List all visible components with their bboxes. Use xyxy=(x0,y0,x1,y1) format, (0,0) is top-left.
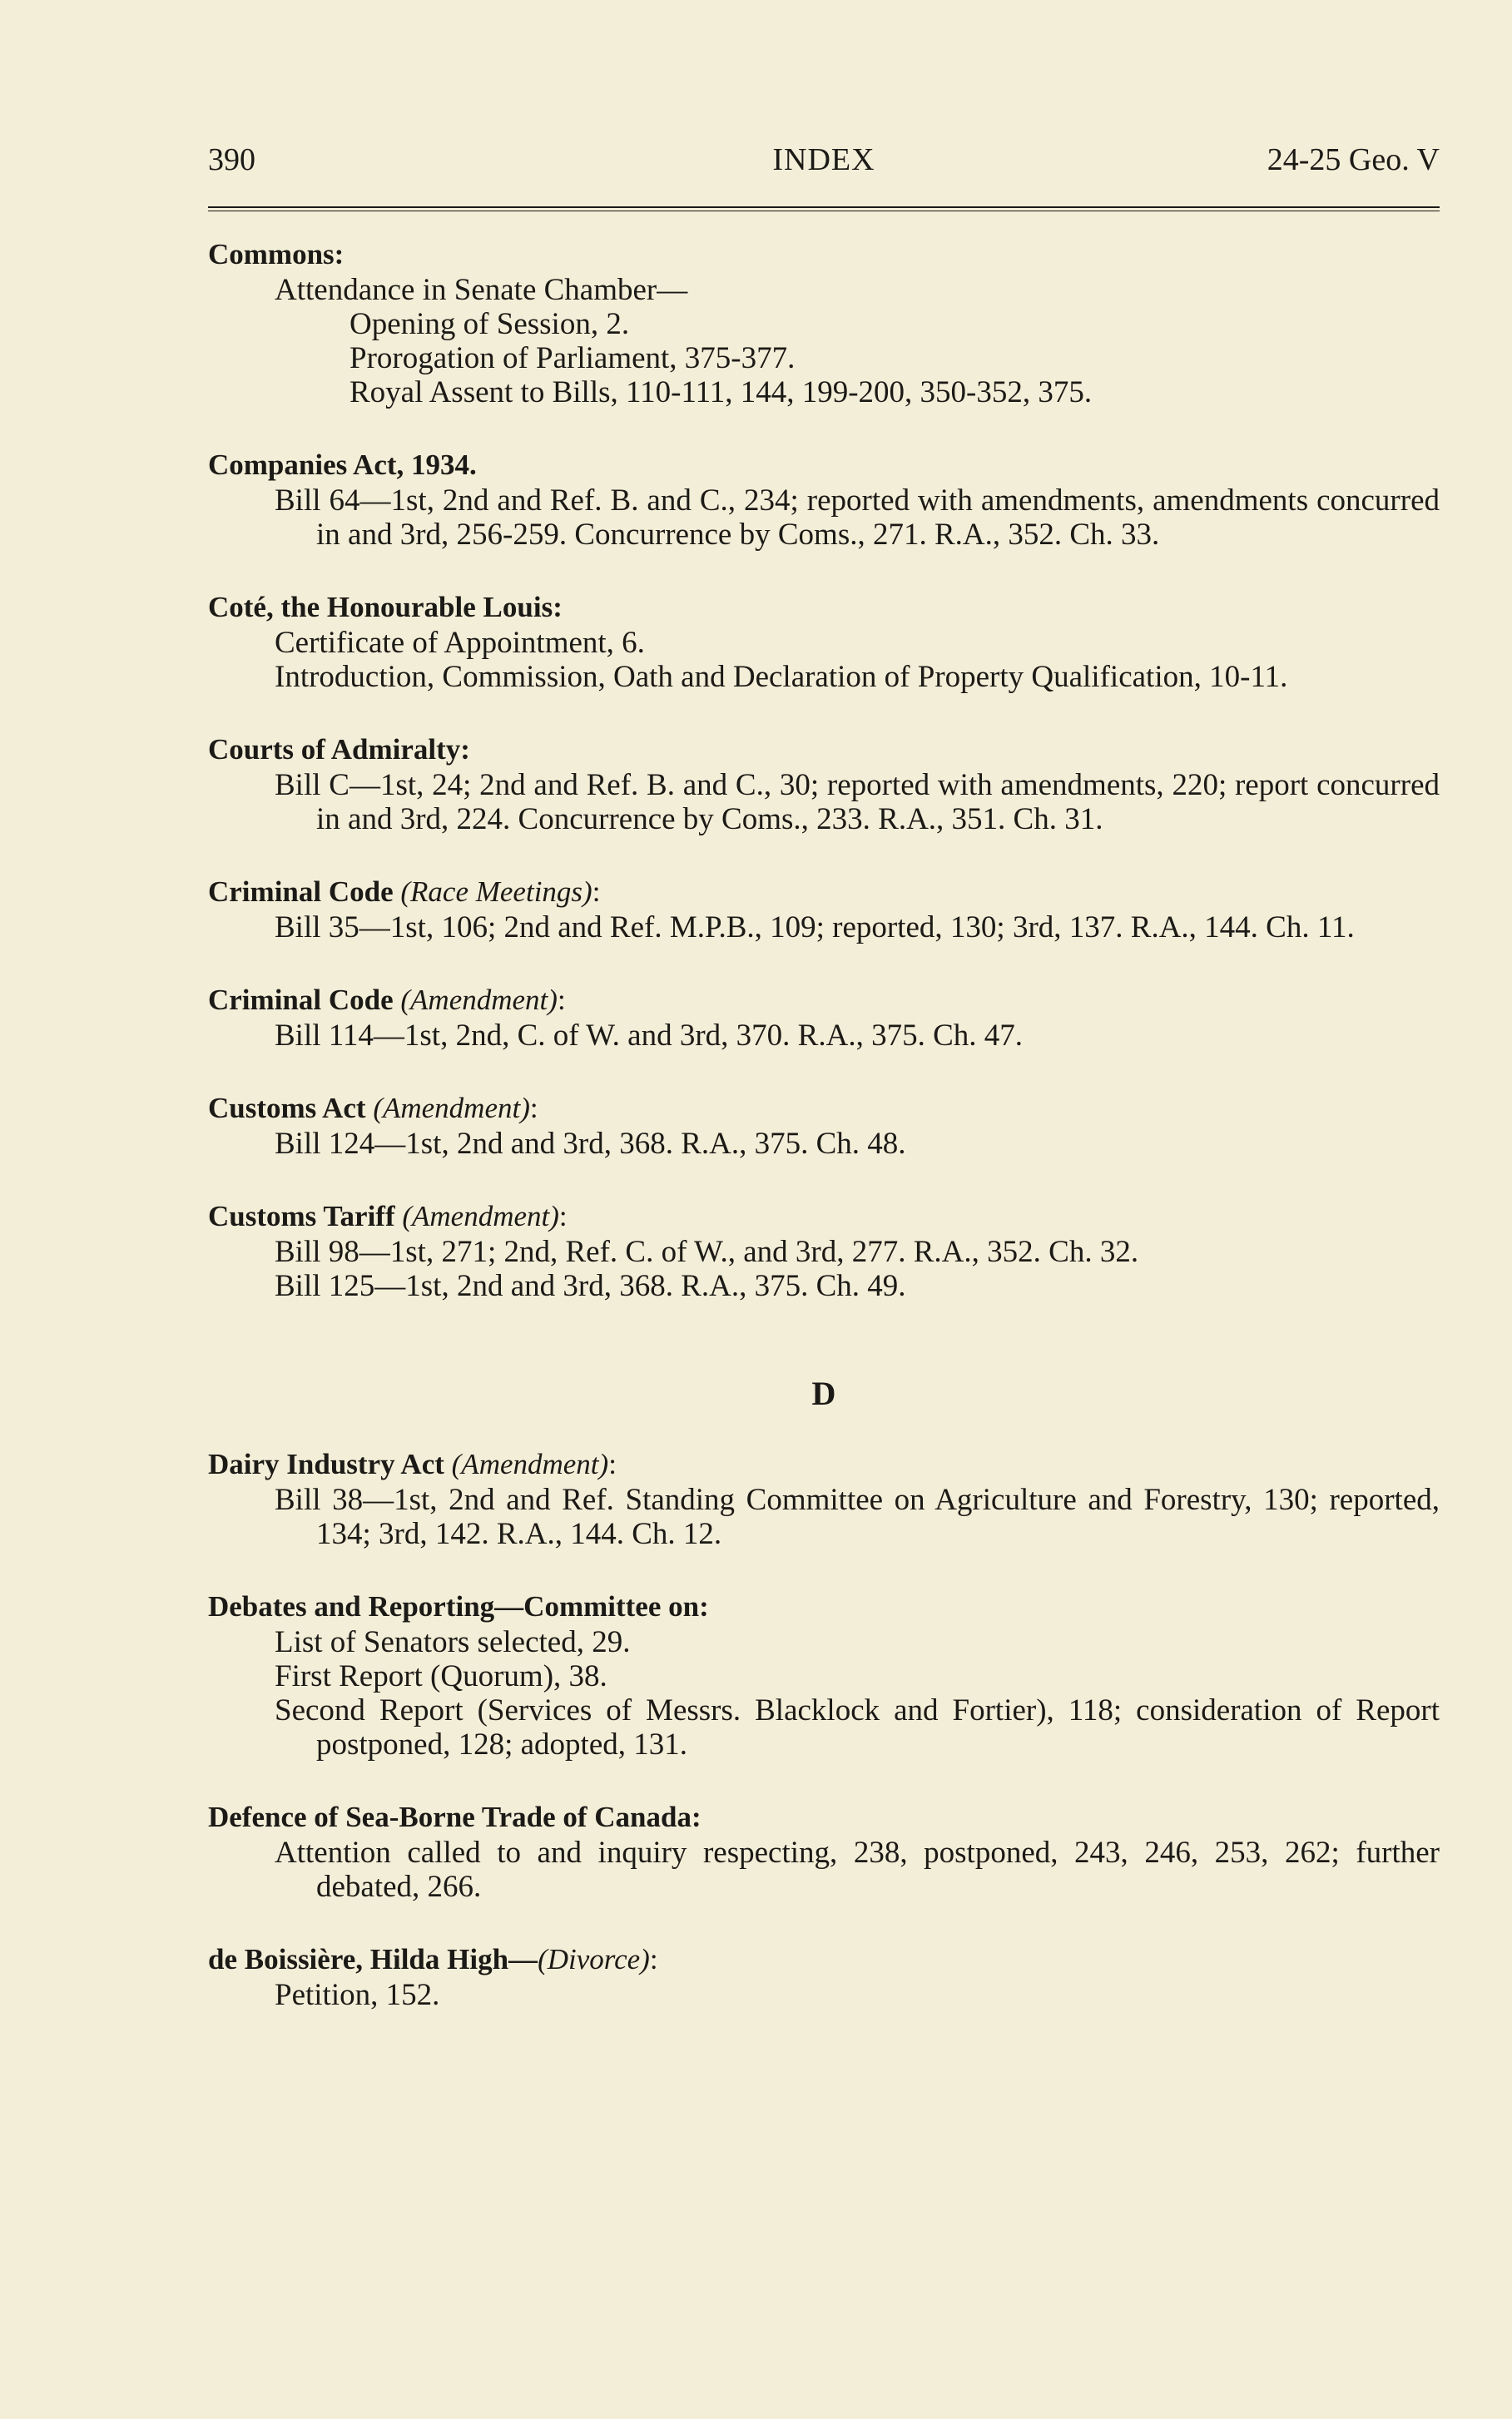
index-entry xyxy=(208,589,1440,694)
entry-heading-text: Customs Act xyxy=(208,1092,366,1124)
index-entry xyxy=(208,1090,1440,1161)
entry-suffix: : xyxy=(557,984,566,1016)
entry-suffix: : xyxy=(649,1943,658,1975)
entry-line: Bill 64—1st, 2nd and Ref. B. and C., 234; reported with amendments, amendments concurred in and 3rd, 256-259. Concurrence by Coms., 271. R.A., 352. Ch. 33. xyxy=(275,483,1440,552)
page-title: INDEX xyxy=(772,142,875,177)
index-entry xyxy=(208,1589,1440,1762)
entry-heading xyxy=(208,982,1440,1019)
entry-line: Bill 114—1st, 2nd, C. of W. and 3rd, 370. R.A., 375. Ch. 47. xyxy=(275,1019,1024,1053)
entry-heading: Companies Act, 1934. xyxy=(208,449,477,481)
entry-heading-text: Criminal Code xyxy=(208,984,394,1016)
regnal-year: 24-25 Geo. V xyxy=(1267,142,1440,177)
entry-line: Petition, 152. xyxy=(275,1978,440,2012)
index-entry xyxy=(208,1799,1440,1904)
entry-line: Attendance in Senate Chamber— xyxy=(275,273,688,307)
entry-line: Bill 38—1st, 2nd and Ref. Standing Committee on Agriculture and Forestry, 130; reported, 134; 3rd, 142. R.A., 144. Ch. 12. xyxy=(275,1483,1440,1551)
entry-heading-text: Criminal Code xyxy=(208,875,394,908)
index-entry xyxy=(208,236,1440,409)
entry-suffix: : xyxy=(608,1448,617,1480)
entry-qualifier: (Divorce) xyxy=(538,1943,650,1975)
entry-qualifier: (Amendment) xyxy=(373,1092,530,1124)
entry-heading xyxy=(208,1198,1440,1235)
entry-heading-text: Customs Tariff xyxy=(208,1200,395,1232)
entry-line: Attention called to and inquiry respecting, 238, postponed, 243, 246, 253, 262; further debated, 266. xyxy=(275,1836,1440,1904)
entry-heading: Coté, the Honourable Louis: xyxy=(208,591,563,623)
entry-heading xyxy=(208,1941,1440,1978)
entry-qualifier: (Race Meetings) xyxy=(400,875,592,908)
entry-line: List of Senators selected, 29. xyxy=(275,1625,631,1659)
entry-subline: Opening of Session, 2. xyxy=(349,307,630,341)
index-entry xyxy=(208,874,1440,944)
entry-line: Bill 125—1st, 2nd and 3rd, 368. R.A., 375. Ch. 49. xyxy=(275,1269,906,1303)
index-entries-c xyxy=(208,236,1440,1303)
entry-subline: Prorogation of Parliament, 375-377. xyxy=(349,341,796,375)
entry-heading xyxy=(208,1090,1440,1127)
entry-heading: Defence of Sea-Borne Trade of Canada: xyxy=(208,1801,701,1833)
entry-line: Bill C—1st, 24; 2nd and Ref. B. and C., 30; reported with amendments, 220; report concurred in and 3rd, 224. Concurrence by Coms., 233. R.A., 351. Ch. 31. xyxy=(275,768,1440,836)
entry-heading-text: de Boissière, Hilda High— xyxy=(208,1943,538,1975)
entry-heading xyxy=(208,1446,1440,1483)
entry-heading: Debates and Reporting—Committee on: xyxy=(208,1590,709,1623)
running-head xyxy=(208,141,1440,183)
entry-qualifier: (Amendment) xyxy=(402,1200,559,1232)
entry-line: Introduction, Commission, Oath and Declaration of Property Qualification, 10-11. xyxy=(275,660,1288,694)
entry-heading: Commons: xyxy=(208,238,345,270)
entry-heading xyxy=(208,874,1440,910)
entry-line: First Report (Quorum), 38. xyxy=(275,1659,607,1693)
entry-line: Bill 124—1st, 2nd and 3rd, 368. R.A., 375. Ch. 48. xyxy=(275,1127,906,1161)
entry-qualifier: (Amendment) xyxy=(451,1448,609,1480)
entry-line: Second Report (Services of Messrs. Blacklock and Fortier), 118; consideration of Report postponed, 128; adopted, 131. xyxy=(275,1693,1440,1762)
entry-line: Bill 98—1st, 271; 2nd, Ref. C. of W., and 3rd, 277. R.A., 352. Ch. 32. xyxy=(275,1235,1139,1269)
entry-suffix: : xyxy=(529,1092,538,1124)
index-entry xyxy=(208,447,1440,552)
index-entry xyxy=(208,731,1440,836)
index-entry xyxy=(208,1446,1440,1551)
page-number: 390 xyxy=(208,142,255,177)
entry-heading-text: Dairy Industry Act xyxy=(208,1448,444,1480)
entry-suffix: : xyxy=(558,1200,568,1232)
header-rule xyxy=(208,206,1440,211)
index-entry xyxy=(208,1198,1440,1303)
index-page xyxy=(208,141,1440,2050)
entry-heading: Courts of Admiralty: xyxy=(208,733,470,766)
entry-line: Certificate of Appointment, 6. xyxy=(275,626,645,660)
index-entries-d xyxy=(208,1446,1440,2012)
index-entry xyxy=(208,982,1440,1053)
entry-line: Bill 35—1st, 106; 2nd and Ref. M.P.B., 109; reported, 130; 3rd, 137. R.A., 144. Ch. 11. xyxy=(275,910,1355,944)
index-entry xyxy=(208,1941,1440,2012)
entry-subline: Royal Assent to Bills, 110-111, 144, 199-200, 350-352, 375. xyxy=(349,375,1093,409)
entry-qualifier: (Amendment) xyxy=(400,984,558,1016)
section-letter: D xyxy=(811,1375,836,1412)
entry-suffix: : xyxy=(592,875,601,908)
